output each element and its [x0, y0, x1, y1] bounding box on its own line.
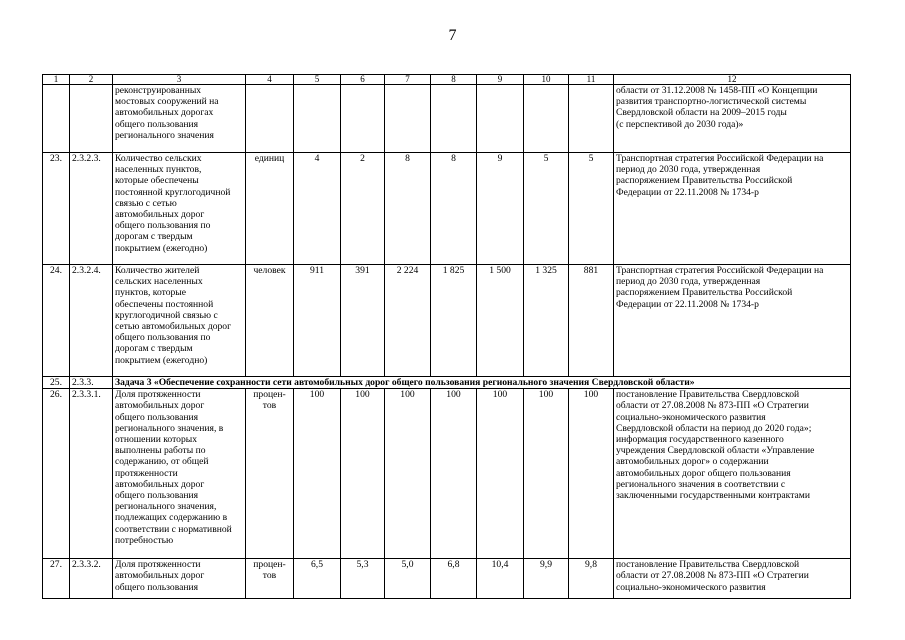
- value-cell: 5,0: [385, 559, 431, 599]
- value-cell: [294, 85, 341, 153]
- table-row: [43, 265, 851, 377]
- value-cell: 881: [569, 265, 614, 377]
- indicator-code-cell: 2.3.2.3.: [70, 153, 113, 265]
- indicator-code-cell: 2.3.3.2.: [70, 559, 113, 599]
- column-number: 10: [524, 75, 569, 85]
- source-cell: Транспортная стратегия Российской Федерации на период до 2030 года, утвержденная распоряжением Правительства Российской Федерации от 22.11.2008 № 1734-р: [614, 265, 851, 377]
- indicator-code-cell: 2.3.3.1.: [70, 389, 113, 559]
- indicator-code-cell: 2.3.2.4.: [70, 265, 113, 377]
- column-number: 2: [70, 75, 113, 85]
- task-title-cell: Задача 3 «Обеспечение сохранности сети автомобильных дорог общего пользования регионального значения Свердловской области»: [113, 377, 851, 389]
- indicator-code-cell: [70, 85, 113, 153]
- value-cell: 5: [524, 153, 569, 265]
- row-number-cell: 27.: [43, 559, 70, 599]
- source-cell: Транспортная стратегия Российской Федерации на период до 2030 года, утвержденная распоряжением Правительства Российской Федерации от 22.11.2008 № 1734-р: [614, 153, 851, 265]
- unit-cell: [246, 85, 294, 153]
- value-cell: [477, 85, 524, 153]
- source-cell: постановление Правительства Свердловской области от 27.08.2008 № 873-ПП «О Стратегии социально-экономического развития Свердловской области на период до 2020 года»; информация государственного казенного учреждения Свердловской области «Управление автомобильных дорог» о содержании автомобильных дорог общего пользования регионального значения в соответствии с заключенными государственными контрактами: [614, 389, 851, 559]
- column-number: 11: [569, 75, 614, 85]
- table-row: [43, 153, 851, 265]
- task-row: [43, 377, 851, 389]
- value-cell: 9,8: [569, 559, 614, 599]
- row-number-cell: [43, 85, 70, 153]
- indicators-table: [42, 74, 851, 599]
- value-cell: 6,8: [431, 559, 477, 599]
- value-cell: 2: [341, 153, 385, 265]
- table-row: [43, 559, 851, 599]
- table-row: [43, 389, 851, 559]
- column-number: 3: [113, 75, 246, 85]
- value-cell: 1 325: [524, 265, 569, 377]
- row-number-cell: 23.: [43, 153, 70, 265]
- value-cell: 1 500: [477, 265, 524, 377]
- value-cell: [341, 85, 385, 153]
- column-number: 6: [341, 75, 385, 85]
- row-number-cell: 24.: [43, 265, 70, 377]
- column-number: 4: [246, 75, 294, 85]
- value-cell: 4: [294, 153, 341, 265]
- column-number: 7: [385, 75, 431, 85]
- indicator-name-cell: Количество жителей сельских населенных пунктов, которые обеспечены постоянной круглогодичной связью с сетью автомобильных дорог общего пользования по дорогам с твердым покрытием (ежегодно): [113, 265, 246, 377]
- value-cell: [431, 85, 477, 153]
- column-number: 5: [294, 75, 341, 85]
- column-number: 1: [43, 75, 70, 85]
- table-row: [43, 85, 851, 153]
- value-cell: 10,4: [477, 559, 524, 599]
- value-cell: 9: [477, 153, 524, 265]
- column-number: 8: [431, 75, 477, 85]
- value-cell: 100: [341, 389, 385, 559]
- column-numbers-row: [43, 75, 851, 85]
- value-cell: [569, 85, 614, 153]
- source-cell: постановление Правительства Свердловской области от 27.08.2008 № 873-ПП «О Стратегии социально-экономического развития: [614, 559, 851, 599]
- indicator-name-cell: Доля протяженности автомобильных дорог общего пользования: [113, 559, 246, 599]
- unit-cell: единиц: [246, 153, 294, 265]
- value-cell: 6,5: [294, 559, 341, 599]
- value-cell: 911: [294, 265, 341, 377]
- table-body: [43, 85, 851, 599]
- unit-cell: человек: [246, 265, 294, 377]
- value-cell: 100: [477, 389, 524, 559]
- indicator-name-cell: Доля протяженности автомобильных дорог общего пользования регионального значения, в отношении которых выполнены работы по содержанию, от общей протяженности автомобильных дорог общего пользования регионального значения, подлежащих содержанию в соответствии с нормативной потребностью: [113, 389, 246, 559]
- value-cell: 2 224: [385, 265, 431, 377]
- unit-cell: процен- тов: [246, 559, 294, 599]
- indicator-name-cell: реконструированных мостовых сооружений на автомобильных дорогах общего пользования регионального значения: [113, 85, 246, 153]
- value-cell: [524, 85, 569, 153]
- value-cell: 5,3: [341, 559, 385, 599]
- value-cell: 8: [385, 153, 431, 265]
- value-cell: 9,9: [524, 559, 569, 599]
- value-cell: 8: [431, 153, 477, 265]
- value-cell: 100: [569, 389, 614, 559]
- value-cell: 100: [294, 389, 341, 559]
- column-number: 12: [614, 75, 851, 85]
- indicator-code-cell: 2.3.3.: [70, 377, 113, 389]
- row-number-cell: 25.: [43, 377, 70, 389]
- column-number: 9: [477, 75, 524, 85]
- value-cell: 1 825: [431, 265, 477, 377]
- indicator-name-cell: Количество сельских населенных пунктов, которые обеспечены постоянной круглогодичной связью с сетью автомобильных дорог общего пользования по дорогам с твердым покрытием (ежегодно): [113, 153, 246, 265]
- value-cell: 5: [569, 153, 614, 265]
- value-cell: [385, 85, 431, 153]
- value-cell: 100: [385, 389, 431, 559]
- row-number-cell: 26.: [43, 389, 70, 559]
- value-cell: 391: [341, 265, 385, 377]
- page-number: 7: [448, 27, 457, 44]
- unit-cell: процен- тов: [246, 389, 294, 559]
- value-cell: 100: [524, 389, 569, 559]
- value-cell: 100: [431, 389, 477, 559]
- source-cell: области от 31.12.2008 № 1458-ПП «О Концепции развития транспортно-логистической системы Свердловской области на 2009–2015 годы (с перспективой до 2030 года)»: [614, 85, 851, 153]
